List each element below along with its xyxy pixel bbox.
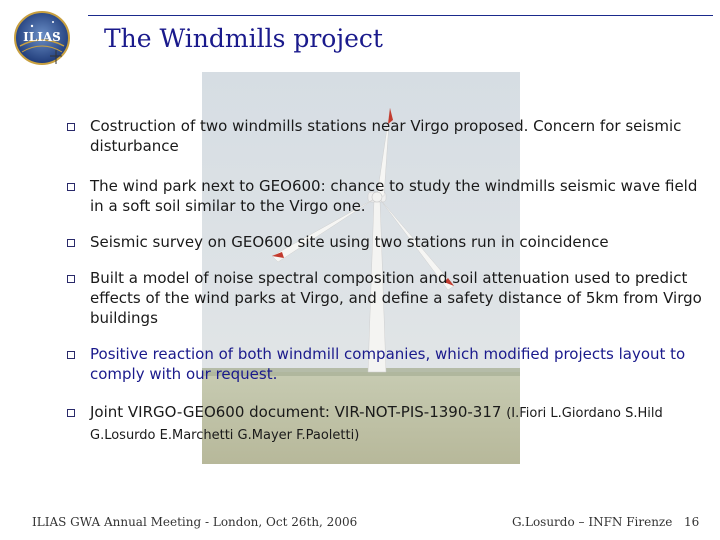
list-item [62, 268, 702, 328]
list-item [62, 402, 702, 446]
page-title: The Windmills project [104, 24, 383, 53]
title-rule [88, 15, 713, 16]
bullet-text: Seismic survey on GEO600 site using two stations run in coincidence [90, 233, 609, 251]
footer-author: G.Losurdo – INFN Firenze [512, 515, 673, 529]
bullet-text: Built a model of noise spectral composition and soil attenuation used to predict effects of the wind parks at Virgo, and define a safety distance of 5km from Virgo buildings [90, 269, 702, 327]
bullet-box-icon [67, 183, 75, 191]
bullet-box-icon [67, 351, 75, 359]
footer-meeting: ILIAS GWA Annual Meeting - London, Oct 26th, 2006 [32, 515, 358, 529]
bullet-box-icon [67, 409, 75, 417]
bullet-text: Costruction of two windmills stations near Virgo proposed. Concern for seismic disturbance [90, 117, 682, 155]
list-item [62, 116, 702, 156]
bullet-box-icon [67, 123, 75, 131]
list-item [62, 344, 702, 384]
list-item [62, 232, 702, 252]
bullet-box-icon [67, 275, 75, 283]
bullet-box-icon [67, 239, 75, 247]
logo-text: ILIAS [23, 30, 61, 44]
bullet-text: The wind park next to GEO600: chance to study the windmills seismic wave field in a soft soil similar to the Virgo one. [90, 177, 698, 215]
bullet-text: Positive reaction of both windmill companies, which modified projects layout to comply with our request. [90, 345, 686, 383]
list-item [62, 176, 702, 216]
page-number: 16 [684, 515, 700, 529]
bullet-authors: (I.Fiori L.Giordano S.Hild G.Losurdo E.Marchetti G.Mayer F.Paoletti) [90, 406, 663, 443]
bullet-text: Joint VIRGO-GEO600 document: VIR-NOT-PIS-1390-317 [90, 403, 502, 421]
ilias-logo [12, 8, 72, 66]
bullet-list [62, 116, 702, 446]
